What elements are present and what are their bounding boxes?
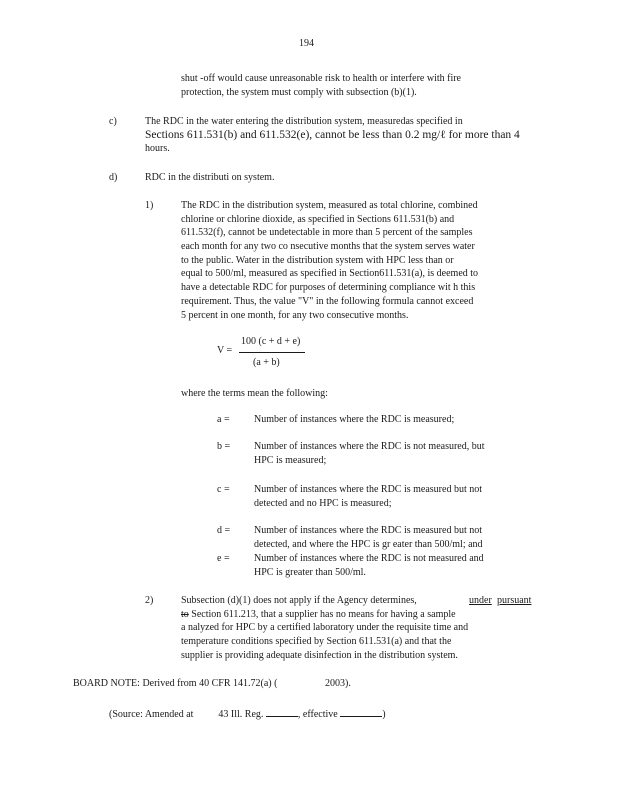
intro-line-2: protection, the system must comply with subsection (b)(1). xyxy=(181,87,417,98)
intro-line-1: shut -off would cause unreasonable risk to health or interfere with fire xyxy=(181,73,461,84)
item-d2-insertion: pursuant xyxy=(497,595,532,606)
formula-numerator: 100 (c + d + e) xyxy=(241,336,301,347)
term-def: Number of instances where the RDC is not measured and xyxy=(254,553,484,564)
item-d1-line: to the public. Water in the distribution system with HPC less than or xyxy=(181,255,454,266)
item-c-line-1: The RDC in the water entering the distribution system, measuredas specified in xyxy=(145,116,463,127)
fraction-bar xyxy=(239,352,305,353)
item-d1-line: have a detectable RDC for purposes of determining compliance wit h this xyxy=(181,282,476,293)
item-d2-line-5: supplier is providing adequate disinfection in the distribution system. xyxy=(181,650,458,661)
source-blank-reg xyxy=(266,706,298,717)
page-number: 194 xyxy=(299,38,314,49)
board-note-year: 2003). xyxy=(325,678,351,689)
term-def: Number of instances where the RDC is not measured, but xyxy=(254,441,485,452)
term-key: e = xyxy=(217,553,230,564)
item-d2-line-2-text: Section 611.213, that a supplier has no means for having a sample xyxy=(188,609,456,620)
item-d2-insertion: under xyxy=(469,595,492,606)
item-d1-line: 5 percent in one month, for any two consecutive months. xyxy=(181,310,409,321)
term-def: Number of instances where the RDC is measured but not xyxy=(254,484,483,495)
item-d1-line: requirement. Thus, the value "V" in the following formula cannot exceed xyxy=(181,296,474,307)
term-def: Number of instances where the RDC is measured; xyxy=(254,414,455,425)
item-c-label: c) xyxy=(109,116,117,127)
item-d1-line: The RDC in the distribution system, measured as total chlorine, combined xyxy=(181,200,478,211)
term-key: a = xyxy=(217,414,230,425)
source-amended: (Source: Amended at xyxy=(109,709,194,720)
term-key: d = xyxy=(217,525,231,536)
item-d2-line-4: temperature conditions specified by Section 611.531(a) and that the xyxy=(181,636,452,647)
item-c-line-3: hours. xyxy=(145,143,170,154)
term-def: HPC is greater than 500/ml. xyxy=(254,567,366,578)
item-d-label: d) xyxy=(109,172,118,183)
formula xyxy=(217,336,317,370)
source-close: ) xyxy=(382,709,386,720)
item-d-title: RDC in the distributi on system. xyxy=(145,172,275,183)
item-d1-line: each month for any two co nsecutive months that the system serves water xyxy=(181,241,475,252)
term-key: c = xyxy=(217,484,230,495)
where-text: where the terms mean the following: xyxy=(181,388,328,399)
item-d1-label: 1) xyxy=(145,200,154,211)
source-effective: , effective xyxy=(297,709,338,720)
term-def: detected and no HPC is measured; xyxy=(254,498,392,509)
term-key: b = xyxy=(217,441,231,452)
item-c-line-2: Sections 611.531(b) and 611.532(e), cannot be less than 0.2 mg/ℓ for more than 4 xyxy=(145,129,520,141)
source-note xyxy=(109,706,386,722)
source-ill-reg: 43 Ill. Reg. xyxy=(218,709,264,720)
board-note: BOARD NOTE: Derived from 40 CFR 141.72(a) ( xyxy=(73,678,278,689)
item-d1-line: equal to 500/ml, measured as specified in Section611.531(a), is deemed to xyxy=(181,268,479,279)
item-d2-label: 2) xyxy=(145,595,154,606)
item-d2-line-3: a nalyzed for HPC by a certified laboratory under the requisite time and xyxy=(181,622,469,633)
formula-lhs: V = xyxy=(217,345,233,356)
item-d1-line: 611.532(f), cannot be undetectable in more than 5 percent of the samples xyxy=(181,227,473,238)
item-d2-line-2 xyxy=(181,609,456,622)
item-d1-line: chlorine or chlorine dioxide, as specified in Sections 611.531(b) and xyxy=(181,214,455,225)
term-def: Number of instances where the RDC is measured but not xyxy=(254,525,483,536)
source-blank-date xyxy=(340,706,382,717)
term-def: detected, and where the HPC is gr eater than 500/ml; and xyxy=(254,539,483,550)
term-def: HPC is measured; xyxy=(254,455,327,466)
item-d2-line-1: Subsection (d)(1) does not apply if the Agency determines, xyxy=(181,595,417,606)
formula-denominator: (a + b) xyxy=(253,357,280,368)
item-d2-deletion: to xyxy=(181,609,189,620)
